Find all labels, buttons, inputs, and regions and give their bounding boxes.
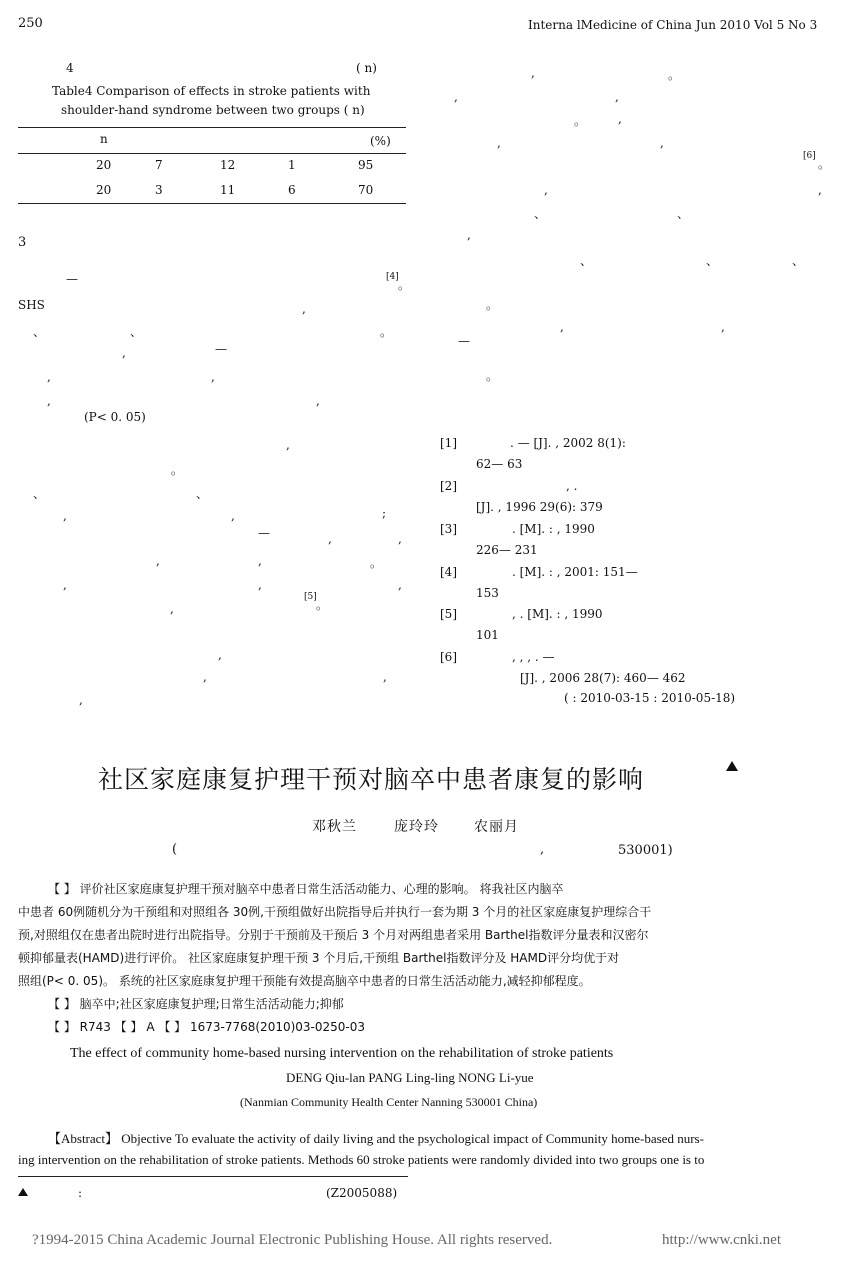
ref-num: [4] — [440, 565, 457, 579]
ref-num: [2] — [440, 479, 457, 493]
table-bottom-rule — [18, 203, 406, 204]
p-value: (P< 0. 05) — [84, 410, 146, 424]
abbrev-shs: SHS — [18, 298, 45, 312]
table-n-label: ( n) — [356, 61, 377, 75]
ref-num: [1] — [440, 436, 457, 450]
keywords: 【 】 脑卒中;社区家庭康复护理;日常生活活动能力;抑郁 — [48, 997, 344, 1011]
copyright-footer: ?1994-2015 China Academic Journal Electronic Publishing House. All rights reserved. — [32, 1232, 553, 1248]
fund-triangle-icon — [726, 761, 738, 771]
affiliation-comma: , — [540, 842, 545, 857]
article-title: 社区家庭康复护理干预对脑卒中患者康复的影响 — [98, 765, 645, 794]
affiliation-zip: 530001) — [618, 843, 673, 858]
table-header-n: n — [100, 132, 108, 146]
right-dash: — — [458, 334, 470, 348]
table-caption-line2: shoulder-hand syndrome between two groups ( n) — [61, 103, 365, 117]
footnote-code: (Z2005088) — [326, 1186, 398, 1200]
citation-4-end: 。 — [398, 278, 411, 292]
abstract-cn-line: 顿抑郁量表(HAMD)进行评价。 社区家庭康复护理干预 3 个月后,干预组 Barthel指数评分及 HAMD评分均优于对 — [18, 951, 620, 965]
author: 邓秋兰 — [312, 819, 357, 835]
citation-5-end: 。 — [316, 598, 329, 612]
author: 农丽月 — [474, 819, 519, 835]
page-number: 250 — [18, 16, 43, 31]
ref-num: [3] — [440, 522, 457, 536]
table-number: 4 — [66, 61, 74, 75]
table-header-pct: (%) — [370, 134, 391, 148]
citation-4: [4] — [386, 272, 399, 282]
received-date: ( : 2010-03-15 : 2010-05-18) — [564, 691, 736, 705]
ref-num: [5] — [440, 607, 457, 621]
author: 庞玲玲 — [394, 819, 439, 835]
table-mid-rule — [18, 153, 406, 154]
citation-6-end: 。 — [818, 157, 831, 171]
footnote-colon: : — [78, 1186, 83, 1200]
section-number: 3 — [18, 235, 27, 250]
classification: 【 】 R743 【 】 A 【 】 1673-7768(2010)03-0250-03 — [48, 1020, 366, 1034]
abstract-cn-line: 【 】 评价社区家庭康复护理干预对脑卒中患者日常生活活动能力、心理的影响。 将我社区内脑卒 — [48, 882, 564, 896]
abstract-en-line: ing intervention on the rehabilitation of stroke patients. Methods 60 stroke patients were randomly divided into two groups one is to — [18, 1152, 705, 1167]
ref-num: [6] — [440, 650, 457, 664]
abstract-cn-line: 预,对照组仅在患者出院时进行出院指导。分别于干预前及干预后 3 个月对两组患者采用 Barthel指数评分量表和汉密尔 — [18, 928, 649, 942]
abstract-en-line: 【Abstract】 Objective To evaluate the activity of daily living and the psychological impact of Community home-based nurs- — [48, 1131, 704, 1146]
footnote-triangle-icon — [18, 1188, 28, 1196]
citation-5: [5] — [304, 592, 317, 602]
journal-header: Interna lMedicine of China Jun 2010 Vol 5 No 3 — [528, 18, 818, 32]
dash-mark: — — [66, 272, 78, 286]
english-affiliation: (Nanmian Community Health Center Nanning 530001 China) — [240, 1095, 538, 1109]
cnki-link[interactable]: http://www.cnki.net — [662, 1232, 782, 1248]
table-caption-line1: Table4 Comparison of effects in stroke patients with — [52, 84, 371, 98]
english-title: The effect of community home-based nursing intervention on the rehabilitation of stroke patients — [70, 1046, 614, 1061]
table-top-rule — [18, 127, 406, 128]
abstract-cn-line: 照组(P< 0. 05)。 系统的社区家庭康复护理干预能有效提高脑卒中患者的日常生活活动能力,减轻抑郁程度。 — [18, 974, 591, 988]
affiliation-open: ( — [172, 842, 178, 857]
citation-6: [6] — [803, 151, 816, 161]
abstract-cn-line: 中患者 60例随机分为干预组和对照组各 30例,干预组做好出院指导后并执行一套为期 3 个月的社区家庭康复护理综合干 — [18, 905, 652, 919]
english-authors: DENG Qiu-lan PANG Ling-ling NONG Li-yue — [286, 1070, 534, 1085]
footnote-rule — [18, 1176, 408, 1177]
